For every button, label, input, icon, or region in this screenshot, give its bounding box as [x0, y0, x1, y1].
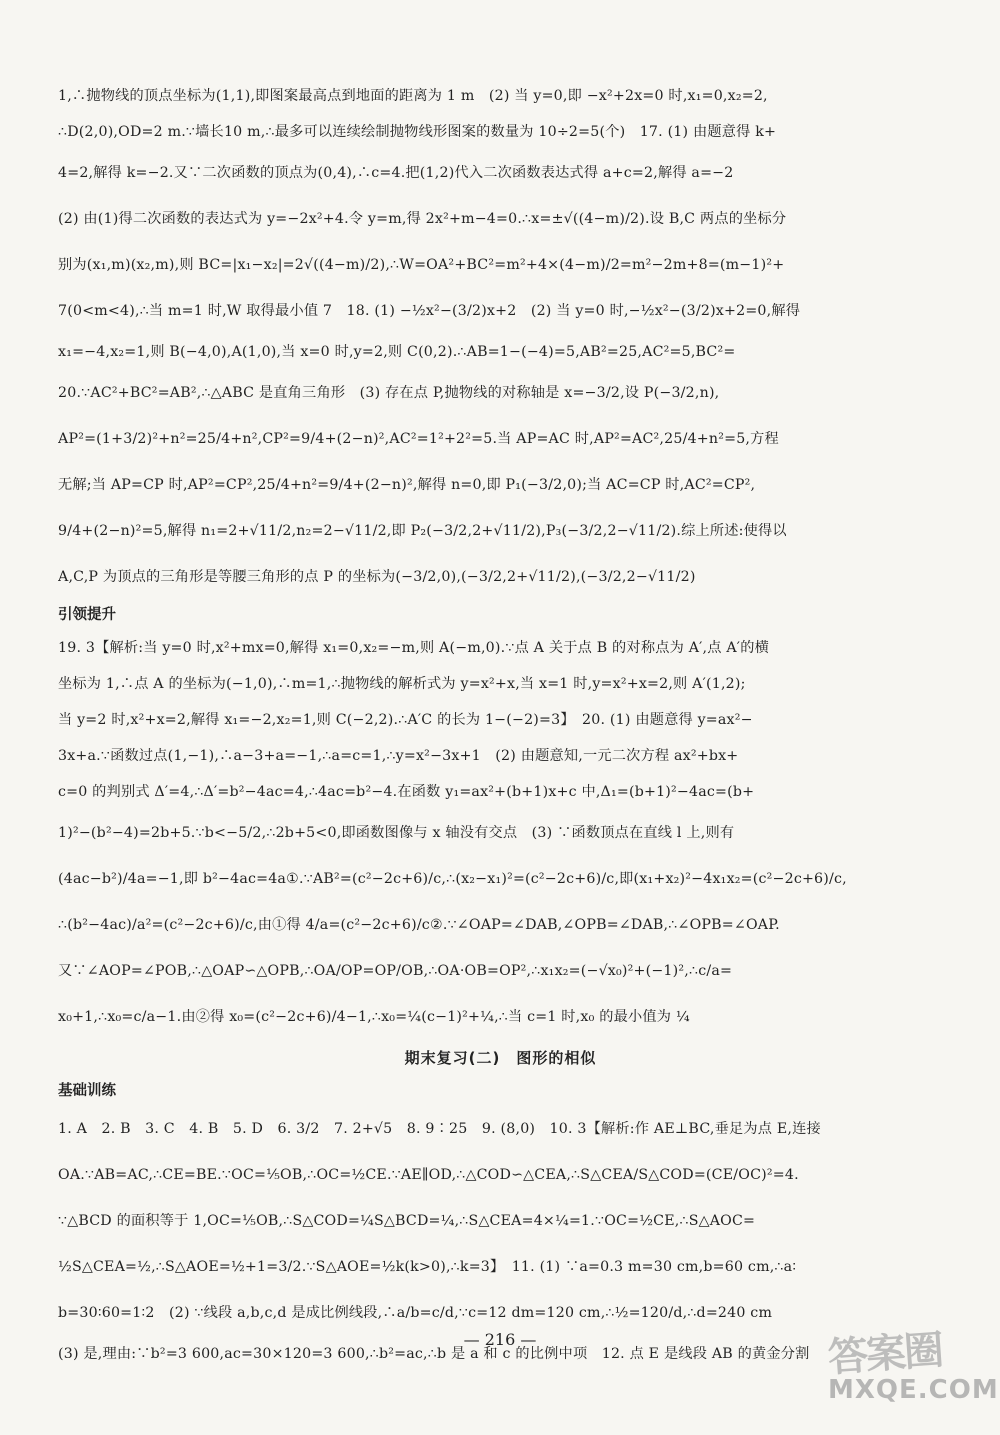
text-line: AP²=(1+3/2)²+n²=25/4+n²,CP²=9/4+(2−n)²,AC²=1²+2²=5.当 AP=AC 时,AP²=AC²,25/4+n²=5,方程 [58, 431, 779, 447]
text-line: 4=2,解得 k=−2.又∵二次函数的顶点为(0,4),∴c=4.把(1,2)代入二次函数表达式得 a+c=2,解得 a=−2 [58, 165, 734, 181]
text-line: x₀+1,∴x₀=c/a−1.由②得 x₀=(c²−2c+6)/4−1,∴x₀=¼(c−1)²+¼,∴当 c=1 时,x₀ 的最小值为 ¼ [58, 1009, 690, 1025]
text-line: 1)²−(b²−4)=2b+5.∵b<−5/2,∴2b+5<0,即函数图像与 x 轴没有交点 (3) ∵函数顶点在直线 l 上,则有 [58, 825, 735, 841]
text-line: 坐标为 1,∴点 A 的坐标为(−1,0),∴m=1,∴抛物线的解析式为 y=x²+x,当 x=1 时,y=x²+x=2,则 A′(1,2); [58, 676, 746, 692]
text-line: x₁=−4,x₂=1,则 B(−4,0),A(1,0),当 x=0 时,y=2,则 C(0,2).∴AB=1−(−4)=5,AB²=25,AC²=5,BC²= [58, 344, 736, 360]
text-line: 1. A 2. B 3. C 4. B 5. D 6. 3/2 7. 2+√5 8. 9∶25 9. (8,0) 10. 3【解析:作 AE⊥BC,垂足为点 E,连接 [58, 1121, 821, 1137]
watermark-glyphs: 答案圈 [826, 1327, 944, 1382]
text-line: 3x+a.∵函数过点(1,−1),∴a−3+a=−1,∴a=c=1,∴y=x²−3x+1 (2) 由题意知,一元二次方程 ax²+bx+ [58, 748, 739, 764]
subhead-basic: 基础训练 [58, 1083, 116, 1099]
text-line: OA.∵AB=AC,∴CE=BE.∵OC=⅕OB,∴OC=½CE.∵AE∥OD,∴△COD∽△CEA,∴S△CEA/S△COD=(CE/OC)²=4. [58, 1167, 799, 1183]
text-line: 别为(x₁,m)(x₂,m),则 BC=|x₁−x₂|=2√((4−m)/2),∴W=OA²+BC²=m²+4×(4−m)/2=m²−2m+8=(m−1)²+ [58, 257, 785, 273]
text-line: 1,∴抛物线的顶点坐标为(1,1),即图案最高点到地面的距离为 1 m (2) 当 y=0,即 −x²+2x=0 时,x₁=0,x₂=2, [58, 88, 768, 104]
text-line: (2) 由(1)得二次函数的表达式为 y=−2x²+4.令 y=m,得 2x²+m−4=0.∴x=±√((4−m)/2).设 B,C 两点的坐标分 [58, 211, 787, 227]
text-line: 20.∵AC²+BC²=AB²,∴△ABC 是直角三角形 (3) 存在点 P,抛物线的对称轴是 x=−3/2,设 P(−3/2,n), [58, 385, 720, 401]
section-title: 期末复习(二) 图形的相似 [404, 1049, 597, 1067]
page-number: — 216 — [463, 1330, 537, 1349]
text-line: ∴D(2,0),OD=2 m.∵墙长10 m,∴最多可以连续绘制抛物线形图案的数量为 10÷2=5(个) 17. (1) 由题意得 k+ [58, 124, 777, 140]
answer-page [58, 78, 943, 1372]
text-line: b=30∶60=1∶2 (2) ∵线段 a,b,c,d 是成比例线段,∴a/b=c/d,∵c=12 dm=120 cm,∴½=120/d,∴d=240 cm [58, 1305, 773, 1321]
text-line: 当 y=2 时,x²+x=2,解得 x₁=−2,x₂=1,则 C(−2,2).∴A′C 的长为 1−(−2)=3】 20. (1) 由题意得 y=ax²− [58, 712, 753, 728]
text-line: 19. 3【解析:当 y=0 时,x²+mx=0,解得 x₁=0,x₂=−m,则 A(−m,0).∵点 A 关于点 B 的对称点为 A′,点 A′的横 [58, 640, 770, 656]
text-line: 9/4+(2−n)²=5,解得 n₁=2+√11/2,n₂=2−√11/2,即 P₂(−3/2,2+√11/2),P₃(−3/2,2−√11/2).综上所述:使得以 [58, 523, 787, 539]
watermark-site: MXQE.COM [828, 1375, 999, 1405]
problem-17-18-block [58, 78, 943, 600]
problem-19-20-block [58, 630, 943, 1040]
text-line: 无解;当 AP=CP 时,AP²=CP²,25/4+n²=9/4+(2−n)²,解得 n=0,即 P₁(−3/2,0);当 AC=CP 时,AC²=CP², [58, 477, 756, 493]
text-line: c=0 的判别式 Δ′=4,∴Δ′=b²−4ac=4,∴4ac=b²−4.在函数 y₁=ax²+(b+1)x+c 中,Δ₁=(b+1)²−4ac=(b+ [58, 784, 755, 800]
text-line: ∴(b²−4ac)/a²=(c²−2c+6)/c,由①得 4/a=(c²−2c+6)/c②.∵∠OAP=∠DAB,∠OPB=∠DAB,∴∠OPB=∠OAP. [58, 917, 780, 933]
text-line: 7(0<m<4),∴当 m=1 时,W 取得最小值 7 18. (1) −½x²−(3/2)x+2 (2) 当 y=0 时,−½x²−(3/2)x+2=0,解得 [58, 303, 801, 319]
text-line: (4ac−b²)/4a=−1,即 b²−4ac=4a①.∵AB²=(c²−2c+6)/c,∴(x₂−x₁)²=(c²−2c+6)/c,即(x₁+x₂)²−4x₁x₂=(c²−2c+6)/c, [58, 871, 847, 887]
text-line: A,C,P 为顶点的三角形是等腰三角形的点 P 的坐标为(−3/2,0),(−3/2,2+√11/2),(−3/2,2−√11/2) [58, 569, 696, 585]
text-line: 又∵∠AOP=∠POB,∴△OAP∽△OPB,∴OA/OP=OP/OB,∴OA·OB=OP²,∴x₁x₂=(−√x₀)²+(−1)²,∴c/a= [58, 963, 733, 979]
watermark-logo [826, 1327, 999, 1421]
subhead-advanced: 引领提升 [58, 607, 116, 623]
text-line: (3) 是,理由:∵b²=3 600,ac=30×120=3 600,∴b²=ac,∴b 是 a 和 c 的比例中项 12. 点 E 是线段 AB 的黄金分割 [58, 1346, 810, 1362]
text-line: ∵△BCD 的面积等于 1,OC=⅕OB,∴S△COD=¼S△BCD=¼,∴S△CEA=4×¼=1.∵OC=½CE,∴S△AOC= [58, 1213, 756, 1229]
text-line: ½S△CEA=½,∴S△AOE=½+1=3/2.∵S△AOE=½k(k>0),∴k=3】 11. (1) ∵a=0.3 m=30 cm,b=60 cm,∴a∶ [58, 1259, 797, 1275]
